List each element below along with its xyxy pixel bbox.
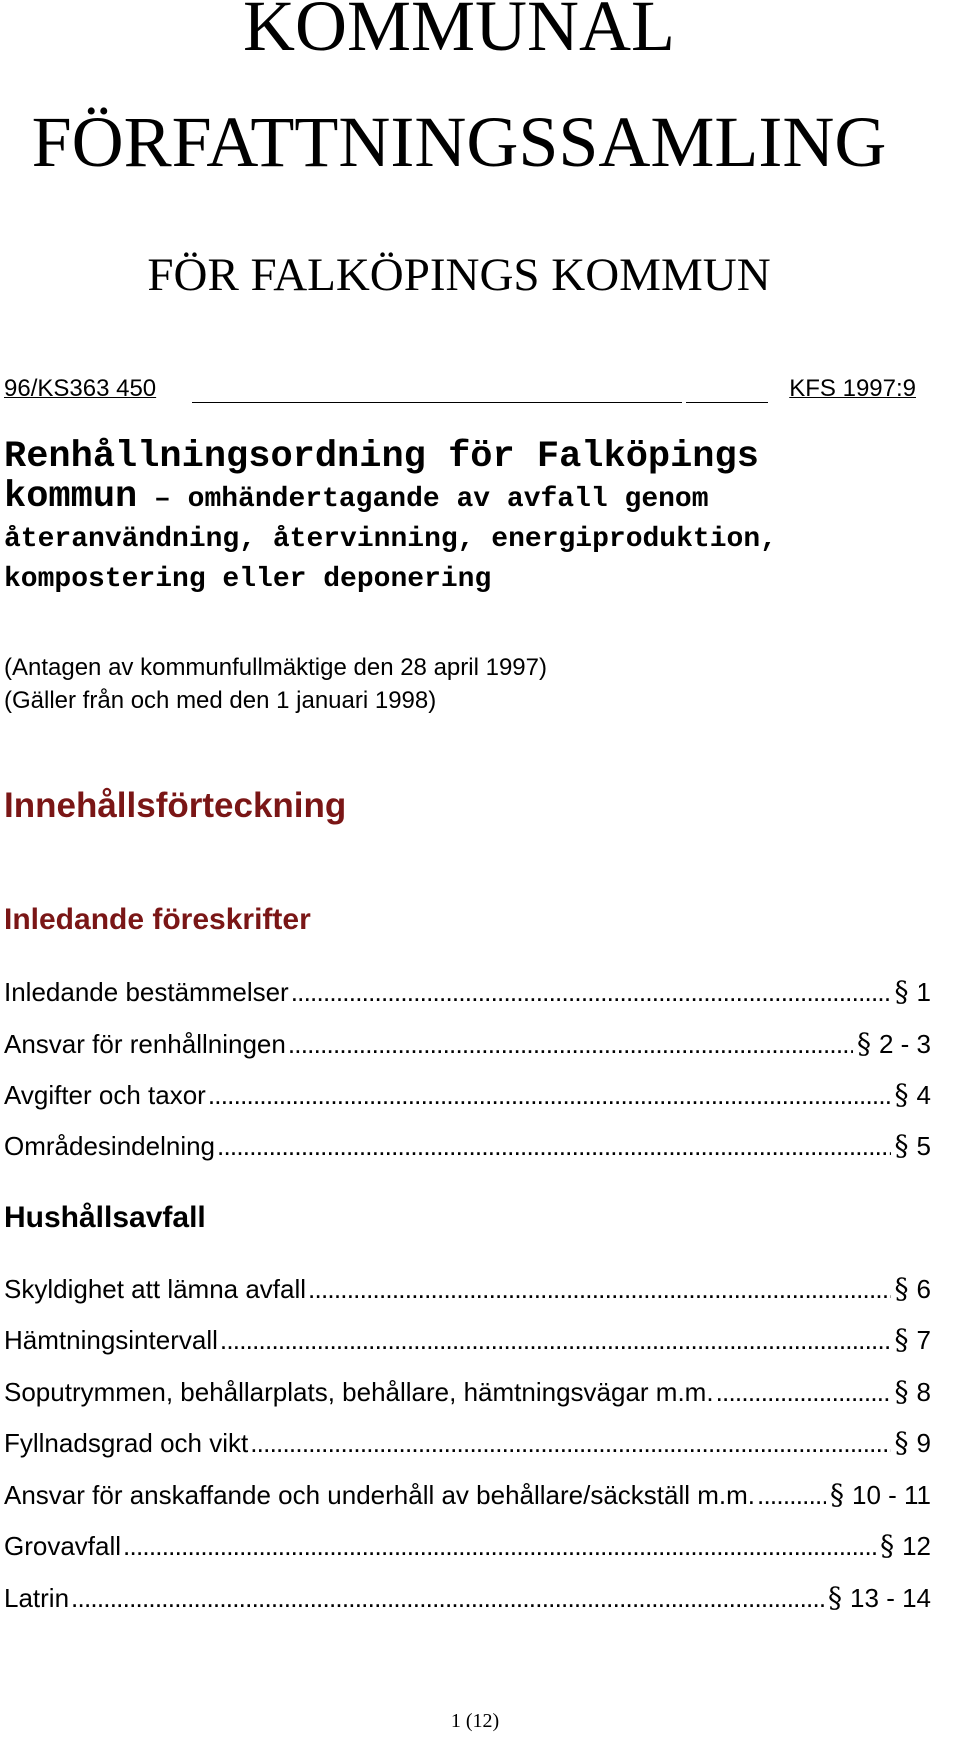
toc-entry[interactable]	[4, 1578, 931, 1618]
toc-entry-ref	[895, 1075, 931, 1115]
toc-entry-ref	[828, 1578, 931, 1618]
section-symbol-icon: §	[894, 975, 909, 1008]
toc-entry-label: Soputrymmen, behållarplats, behållare, hämtningsvägar m.m.	[4, 1377, 714, 1407]
kfs-number: KFS 1997:9	[789, 375, 916, 402]
toc-leader-dots	[208, 1075, 891, 1115]
toc-heading: Innehållsförteckning	[4, 786, 347, 825]
toc-leader-dots	[716, 1372, 891, 1412]
adopted-date: (Antagen av kommunfullmäktige den 28 april 1997)	[4, 654, 547, 681]
section-symbol-icon: §	[894, 1323, 909, 1356]
document-title-keyword: kommun	[4, 476, 138, 518]
toc-entry-page: 1	[916, 977, 931, 1007]
toc-entry[interactable]	[4, 1423, 931, 1463]
toc-leader-dots	[217, 1126, 891, 1166]
toc-entry-ref	[895, 1372, 931, 1412]
toc-entry-label: Latrin	[4, 1583, 70, 1613]
document-title-line: återanvändning, återvinning, energiproduktion,	[4, 524, 777, 555]
toc-entry-label: Grovavfall	[4, 1531, 122, 1561]
document-title-text: – omhändertagande av avfall genom	[137, 484, 709, 515]
toc-entry-ref	[895, 972, 931, 1012]
toc-entry[interactable]	[4, 1075, 931, 1115]
toc-entry-page: 12	[902, 1531, 931, 1561]
toc-entry-label: Hämtningsintervall	[4, 1325, 218, 1355]
toc-leader-dots	[288, 1024, 853, 1064]
toc-leader-dots	[757, 1475, 826, 1515]
toc-entry-ref	[895, 1423, 931, 1463]
toc-entry-page: 5	[916, 1131, 931, 1161]
toc-entry-page: 8	[916, 1377, 931, 1407]
toc-section-title: Inledande föreskrifter	[4, 903, 311, 936]
toc-entry-ref	[880, 1526, 931, 1566]
diary-number: 96/KS363 450	[4, 375, 157, 402]
toc-leader-dots	[220, 1320, 891, 1360]
toc-leader-dots	[291, 972, 891, 1012]
toc-entry-ref	[895, 1126, 931, 1166]
toc-leader-dots	[250, 1423, 890, 1463]
toc-entry-label: Skyldighet att lämna avfall	[4, 1274, 307, 1304]
toc-entry[interactable]	[4, 1475, 931, 1515]
valid-from-date: (Gäller från och med den 1 januari 1998)	[4, 687, 437, 714]
section-symbol-icon: §	[828, 1581, 843, 1614]
toc-entry[interactable]	[4, 1372, 931, 1412]
toc-entry[interactable]	[4, 1269, 931, 1309]
toc-entry-label: Ansvar för anskaffande och underhåll av behållare/säckställ m.m.	[4, 1480, 756, 1510]
toc-entry-page: 2 - 3	[878, 1029, 931, 1059]
toc-entry[interactable]	[4, 972, 931, 1012]
subtitle: FÖR FALKÖPINGS KOMMUN	[147, 249, 771, 301]
toc-leader-dots	[123, 1526, 876, 1566]
toc-entry-page: 7	[916, 1325, 931, 1355]
toc-entry[interactable]	[4, 1024, 931, 1064]
toc-leader-dots	[308, 1269, 890, 1309]
adoption-info	[4, 651, 547, 717]
title-line-1: KOMMUNAL	[243, 0, 675, 66]
reference-underline	[686, 402, 768, 403]
toc-entry-ref	[895, 1320, 931, 1360]
toc-entry-page: 10 - 11	[851, 1480, 931, 1510]
page-number: 1 (12)	[450, 1710, 500, 1732]
document-title-line: Renhållningsordning för Falköpings	[4, 436, 759, 478]
toc-section-title: Hushållsavfall	[4, 1201, 206, 1234]
toc-entry-page: 4	[916, 1080, 931, 1110]
section-symbol-icon: §	[856, 1027, 871, 1060]
title-line-2: FÖRFATTNINGSSAMLING	[31, 102, 887, 182]
toc-entry-label: Områdesindelning	[4, 1131, 216, 1161]
toc-entry-ref	[830, 1475, 931, 1515]
toc-entry-label: Inledande bestämmelser	[4, 977, 289, 1007]
toc-entry-ref	[895, 1269, 931, 1309]
toc-entry-label: Fyllnadsgrad och vikt	[4, 1428, 249, 1458]
toc-entry-page: 13 - 14	[850, 1583, 931, 1613]
section-symbol-icon: §	[894, 1426, 909, 1459]
section-symbol-icon: §	[829, 1478, 844, 1511]
toc-entry-ref	[857, 1024, 931, 1064]
section-symbol-icon: §	[894, 1078, 909, 1111]
section-symbol-icon: §	[880, 1529, 895, 1562]
toc-entry[interactable]	[4, 1320, 931, 1360]
document-title-line	[4, 477, 944, 520]
document-title-line: kompostering eller deponering	[4, 564, 492, 595]
toc-entry-label: Ansvar för renhållningen	[4, 1029, 286, 1059]
toc-leader-dots	[71, 1578, 824, 1618]
toc-entry[interactable]	[4, 1126, 931, 1166]
toc-entry[interactable]	[4, 1526, 931, 1566]
reference-underline	[192, 402, 682, 403]
reference-line	[4, 374, 916, 406]
section-symbol-icon: §	[894, 1272, 909, 1305]
toc-entry-page: 9	[916, 1428, 931, 1458]
toc-entry-label: Avgifter och taxor	[4, 1080, 206, 1110]
toc-entry-page: 6	[916, 1274, 931, 1304]
section-symbol-icon: §	[894, 1375, 909, 1408]
document-title	[4, 437, 944, 600]
section-symbol-icon: §	[894, 1129, 909, 1162]
